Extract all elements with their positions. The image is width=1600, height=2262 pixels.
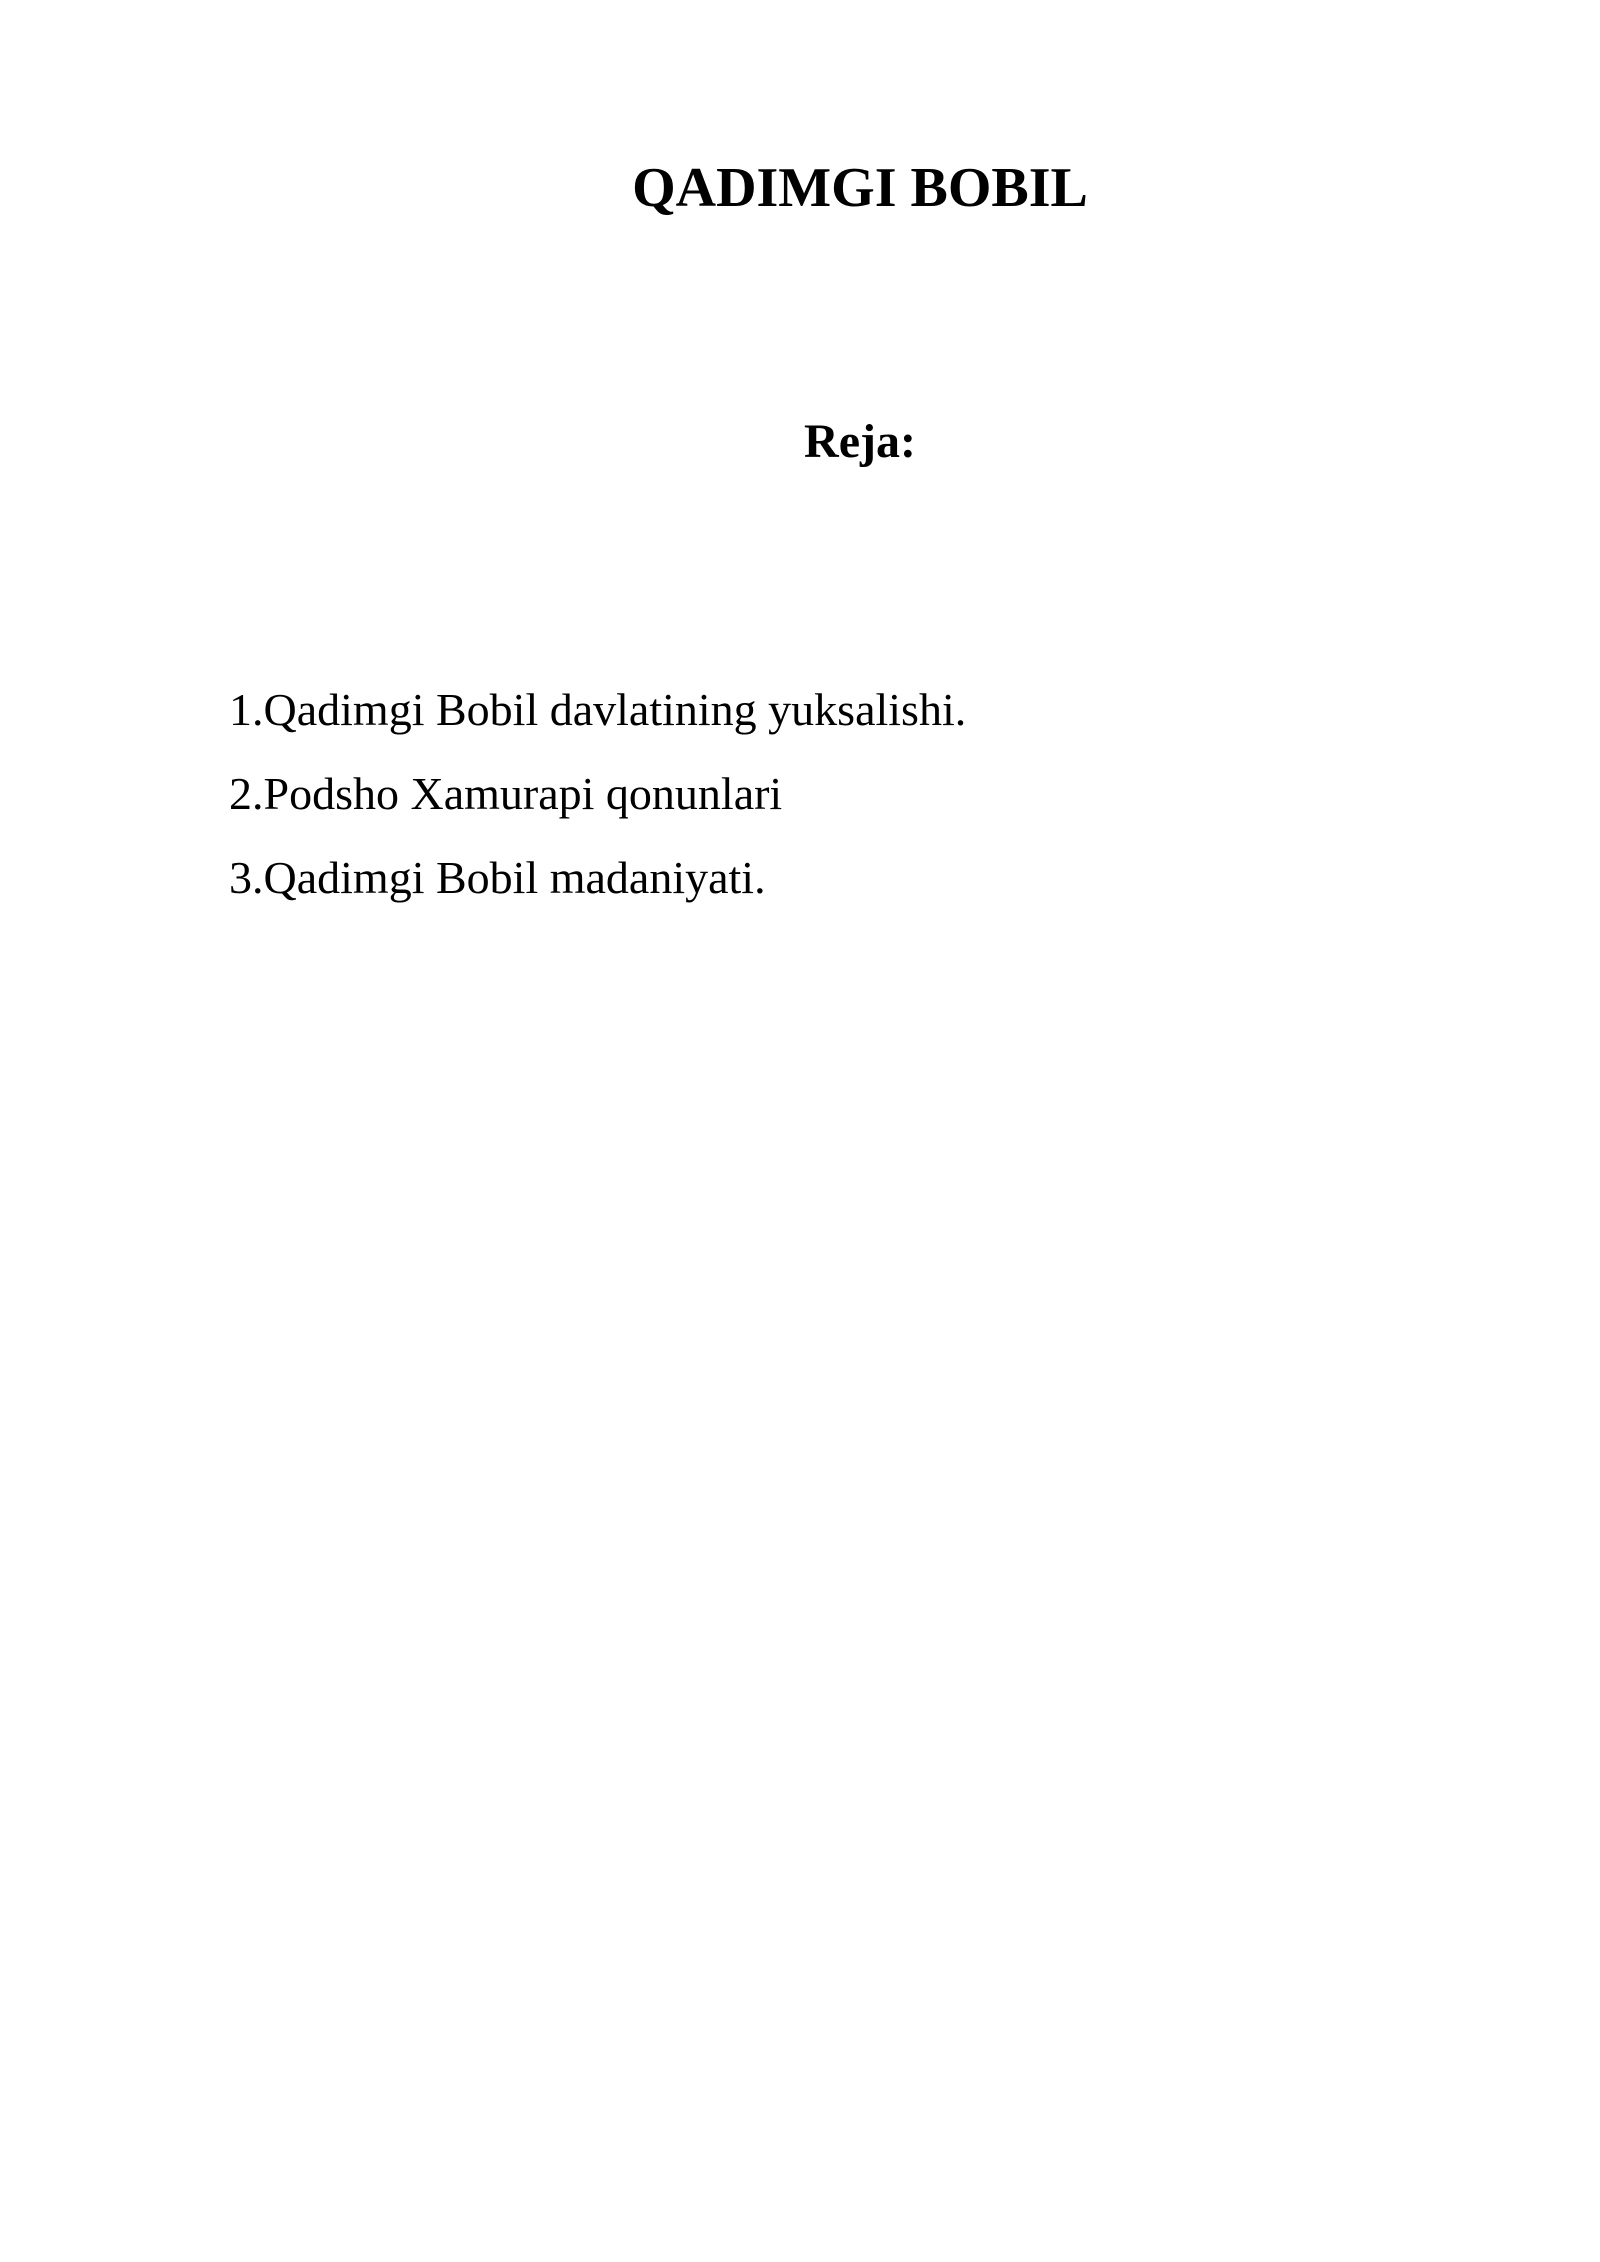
plan-item-1: 1.Qadimgi Bobil davlatining yuksalishi. xyxy=(229,684,967,735)
plan-list xyxy=(229,668,966,920)
plan-heading: Reja: xyxy=(804,415,916,468)
plan-item-3: 3.Qadimgi Bobil madaniyati. xyxy=(229,852,766,903)
document-title: QADIMGI BOBIL xyxy=(632,157,1088,219)
plan-item-2: 2.Podsho Xamurapi qonunlari xyxy=(229,768,783,819)
